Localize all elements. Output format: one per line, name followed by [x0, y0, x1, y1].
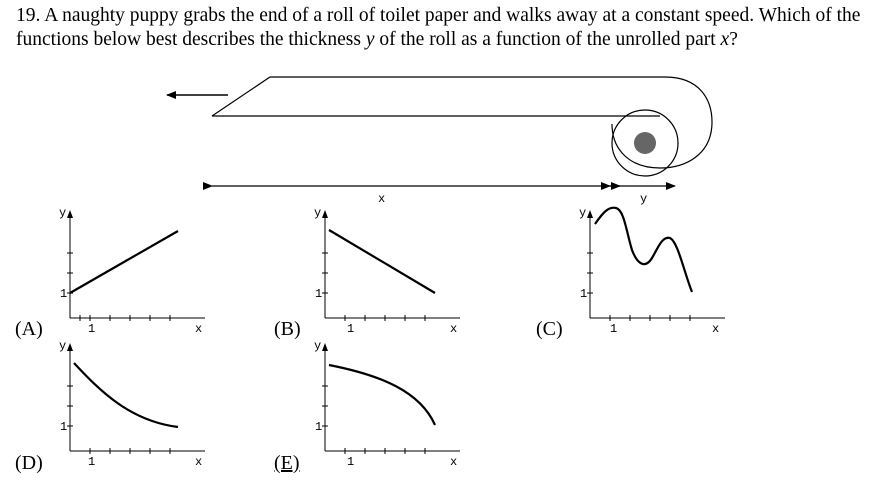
- y-tick-one-label: 1: [60, 287, 68, 301]
- y-thickness-label: y: [640, 192, 648, 206]
- x-axis-label: x: [195, 322, 203, 336]
- y-axis-label: y: [314, 339, 322, 353]
- roll-core: [634, 132, 656, 154]
- graph-b: [314, 206, 460, 336]
- y-axis-arrowhead: [322, 210, 328, 218]
- graph-e: [314, 339, 460, 469]
- y-tick-one-label: 1: [580, 287, 588, 301]
- y-axis-arrowhead: [67, 210, 73, 218]
- variable-y: y: [365, 29, 375, 50]
- graph-d: [59, 339, 205, 469]
- y-tick-one-label: 1: [60, 420, 68, 434]
- paper-strip: [212, 77, 712, 168]
- x-axis-label: x: [450, 455, 458, 469]
- curve-decreasing-concave: [329, 365, 435, 425]
- x-axis-label: x: [195, 455, 203, 469]
- option-b-label[interactable]: (B): [274, 318, 301, 340]
- graph-a: [59, 206, 205, 336]
- variable-x: x: [720, 29, 730, 50]
- option-c-label[interactable]: (C): [536, 318, 563, 340]
- x-tick-one-label: 1: [88, 455, 96, 469]
- question-mark: ?: [729, 29, 738, 50]
- curve-increasing-line: [70, 231, 178, 293]
- y-axis-label: y: [579, 206, 587, 220]
- curve-decreasing-convex: [74, 363, 178, 427]
- graph-c: [579, 206, 725, 336]
- y-axis-label: y: [314, 206, 322, 220]
- y-axis-arrowhead: [67, 343, 73, 351]
- x-axis-label: x: [712, 322, 720, 336]
- x-tick-one-label: 1: [347, 322, 355, 336]
- x-tick-one-label: 1: [347, 455, 355, 469]
- question-body: A naughty puppy grabs the end of a roll of toilet paper and walks away at a constant speed. Which of the functions below best describes the thickness: [16, 5, 861, 50]
- option-d-label[interactable]: (D): [15, 452, 43, 474]
- x-tick-one-label: 1: [88, 322, 96, 336]
- y-axis-arrowhead: [587, 210, 593, 218]
- x-axis-label: x: [450, 322, 458, 336]
- option-a-label[interactable]: (A): [15, 318, 43, 340]
- y-tick-one-label: 1: [315, 420, 323, 434]
- toilet-paper-illustration: [167, 77, 712, 206]
- question-number: 19.: [16, 5, 41, 26]
- curve-decreasing-line: [329, 230, 435, 293]
- x-tick-one-label: 1: [610, 322, 618, 336]
- curve-oscillating-wave: [595, 208, 692, 292]
- y-tick-one-label: 1: [315, 287, 323, 301]
- y-axis-label: y: [59, 206, 67, 220]
- option-e-label[interactable]: (E): [274, 452, 300, 474]
- question-body-middle: of the roll as a function of the unrolled part: [379, 29, 716, 50]
- y-axis-label: y: [59, 339, 67, 353]
- y-axis-arrowhead: [322, 343, 328, 351]
- x-length-label: x: [378, 192, 386, 206]
